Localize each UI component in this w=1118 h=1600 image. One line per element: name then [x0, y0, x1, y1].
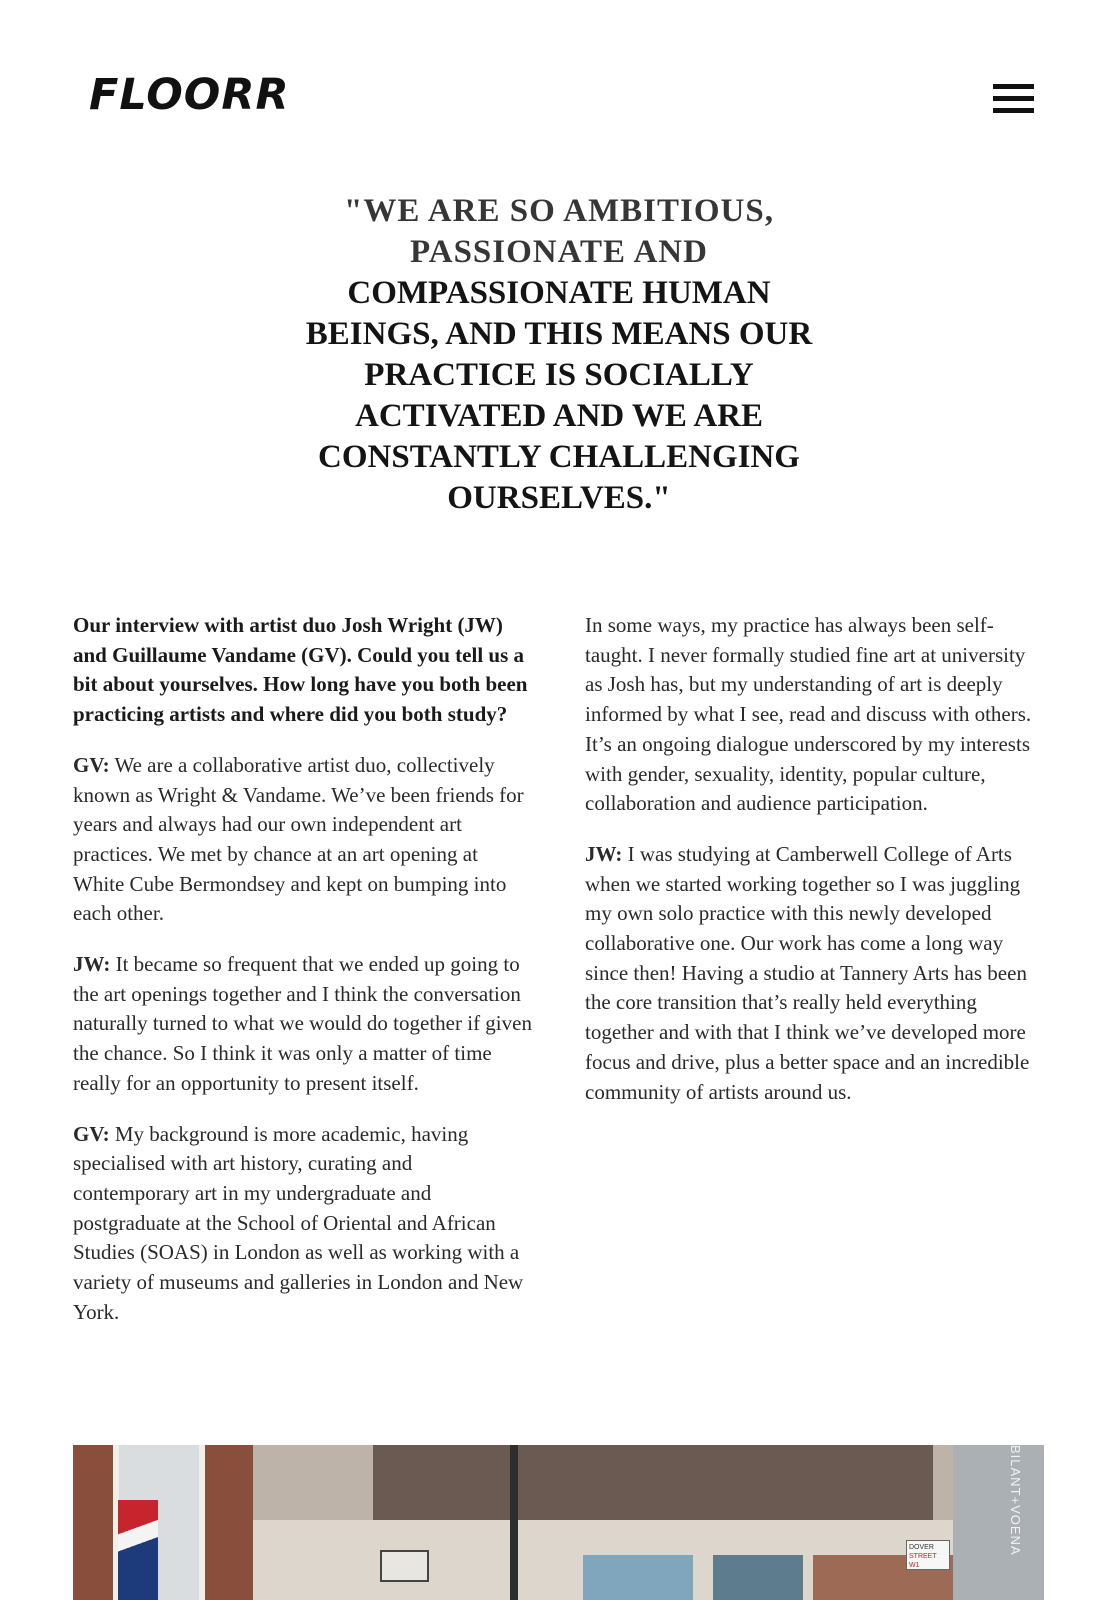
speaker-label: JW: [585, 841, 623, 866]
answer-text: My background is more academic, having specialised with art history, curating and contemporary art in my undergraduate and postgraduate at the School of Oriental and African Studies (SOAS) in London as well as working with a variety of museums and galleries in London and New York. [73, 1121, 524, 1324]
shop-window [583, 1555, 693, 1600]
menu-bar [993, 84, 1034, 89]
shop-window [713, 1555, 803, 1600]
article-column-left [73, 611, 533, 1348]
speaker-label: JW: [73, 952, 111, 977]
speaker-label: GV: [73, 752, 110, 777]
interview-intro: Our interview with artist duo Josh Wright (JW) and Guillaume Vandame (GV). Could you tell us a bit about yourselves. How long have you both been practicing artists and where did you both study? [73, 613, 528, 727]
answer-text: In some ways, my practice has always been self-taught. I never formally studied fine art at university as Josh has, but my understanding of art is deeply informed by what I see, read and discuss with others. It’s an ongoing dialogue underscored by my interests with gender, sexuality, identity, popular culture, collaboration and audience participation. [585, 613, 1032, 816]
lamp-post [510, 1445, 518, 1600]
gallery-street-photo [73, 1445, 1044, 1600]
building-panel [953, 1445, 1044, 1600]
pull-quote-line-1: "WE ARE SO AMBITIOUS, [344, 193, 774, 229]
gallery-vertical-sign: BILANT+VOENA [1008, 1445, 1023, 1556]
answer-paragraph [73, 1120, 533, 1328]
answer-paragraph [73, 950, 533, 1099]
answer-text: We are a collaborative artist duo, collectively known as Wright & Vandame. We’ve been friends for years and always had our own independent art practices. We met by chance at an art opening at White Cube Bermondsey and kept on bumping into each other. [73, 752, 524, 926]
answer-paragraph [585, 611, 1043, 819]
street-sign-district: STREET W1 [909, 1553, 937, 1569]
answer-text: It became so frequent that we ended up going to the art openings together and I think the conversation naturally turned to what we would do together if given the chance. So I think it was only a matter of time really for an opportunity to present itself. [73, 952, 532, 1095]
pull-quote-rest: COMPASSIONATE HUMAN BEINGS, AND THIS MEANS OUR PRACTICE IS SOCIALLY ACTIVATED AND WE ARE CONSTANTLY CHALLENGING OURSELVES." [305, 275, 813, 516]
awning [373, 1445, 933, 1520]
answer-text: I was studying at Camberwell College of Arts when we started working together so I was juggling my own solo practice with this newly developed collaborative one. Our work has come a long way since then! Having a studio at Tannery Arts has been the core transition that’s really held everything together and with that I think we’ve developed more focus and drive, plus a better space and an incredible community of artists around us. [585, 841, 1030, 1104]
union-flag [118, 1500, 158, 1600]
wall-plaque [380, 1550, 429, 1582]
pull-quote [300, 191, 818, 519]
pull-quote-line-2: PASSIONATE AND [410, 234, 708, 270]
menu-bar [993, 96, 1034, 101]
article-column-right [585, 611, 1043, 1128]
street-sign-name: DOVER [909, 1544, 934, 1551]
answer-paragraph [585, 840, 1043, 1107]
menu-bar [993, 108, 1034, 113]
hamburger-menu-icon[interactable] [993, 82, 1034, 116]
site-logo[interactable]: FLOORR [89, 70, 290, 120]
answer-paragraph [73, 751, 533, 929]
street-sign [906, 1540, 950, 1570]
speaker-label: GV: [73, 1121, 110, 1146]
